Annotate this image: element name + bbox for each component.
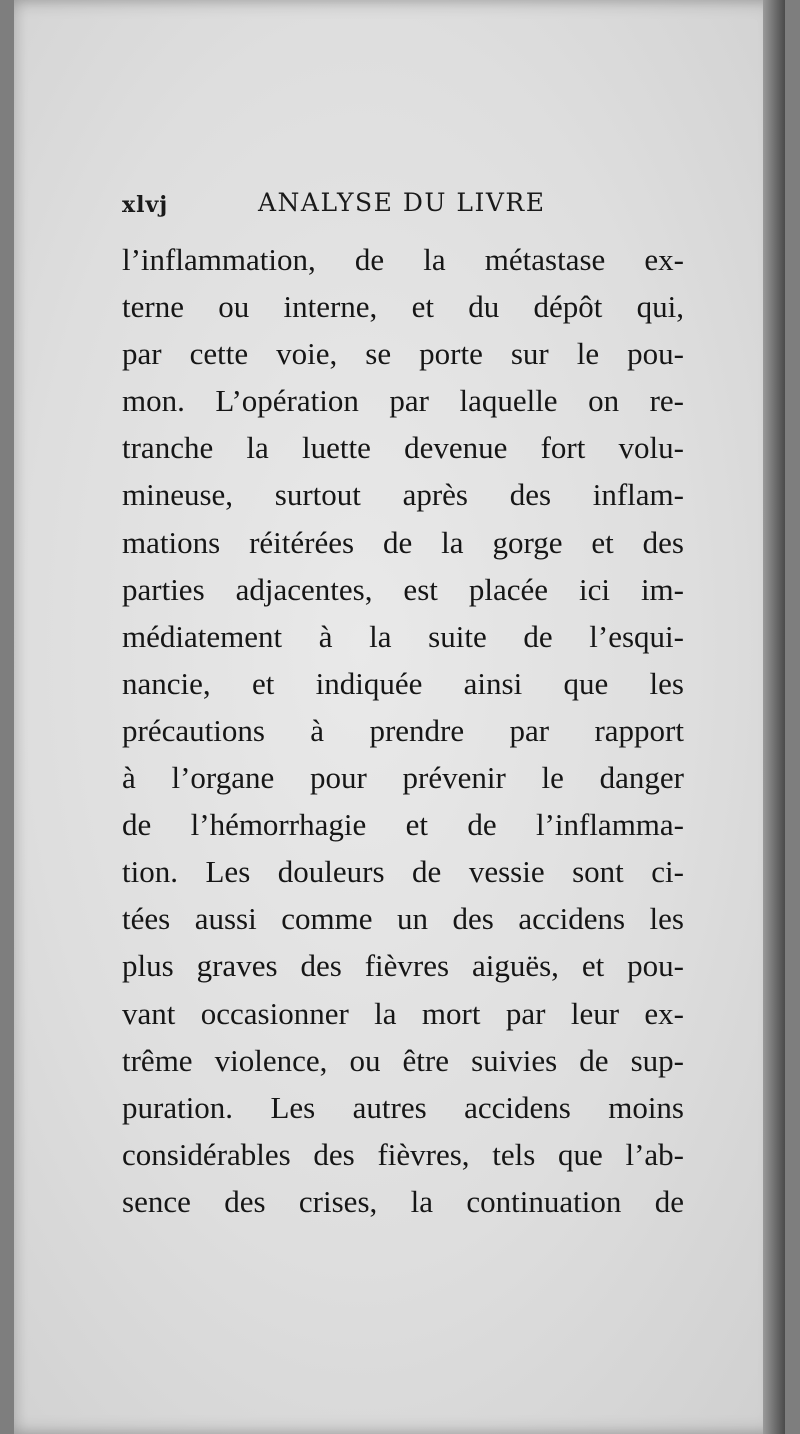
page-number: xlvj <box>122 192 169 218</box>
text-line: nancie, et indiquée ainsi que les <box>122 665 684 701</box>
page-gutter-shadow <box>763 0 785 1434</box>
page-header <box>122 184 592 224</box>
text-line: par cette voie, se porte sur le pou- <box>122 336 684 372</box>
text-line: précautions à prendre par rapport <box>122 712 684 748</box>
text-line: parties adjacentes, est placée ici im- <box>122 571 684 607</box>
text-line: considérables des fièvres, tels que l’ab- <box>122 1136 684 1172</box>
text-line: trême violence, ou être suivies de sup- <box>122 1042 684 1078</box>
running-head: ANALYSE DU LIVRE <box>258 188 546 217</box>
text-line: puration. Les autres accidens moins <box>122 1089 684 1125</box>
text-line: tranche la luette devenue fort volu- <box>122 430 684 466</box>
text-line: vant occasionner la mort par leur ex- <box>122 995 684 1031</box>
text-line: terne ou interne, et du dépôt qui, <box>122 289 684 325</box>
text-line: mon. L’opération par laquelle on re- <box>122 383 684 419</box>
text-line: mineuse, surtout après des inflam- <box>122 477 684 513</box>
text-line: mations réitérées de la gorge et des <box>122 524 684 560</box>
text-line: l’inflammation, de la métastase ex- <box>122 242 684 277</box>
body-text <box>122 236 684 1225</box>
book-page <box>14 0 785 1434</box>
text-line: tées aussi comme un des accidens les <box>122 901 684 937</box>
text-line: sence des crises, la continuation de <box>122 1183 684 1219</box>
text-line: de l’hémorrhagie et de l’inflamma- <box>122 807 684 843</box>
text-line: à l’organe pour prévenir le danger <box>122 760 684 796</box>
text-line: tion. Les douleurs de vessie sont ci- <box>122 854 684 890</box>
text-line: médiatement à la suite de l’esqui- <box>122 618 684 654</box>
text-line: plus graves des fièvres aiguës, et pou- <box>122 948 684 984</box>
